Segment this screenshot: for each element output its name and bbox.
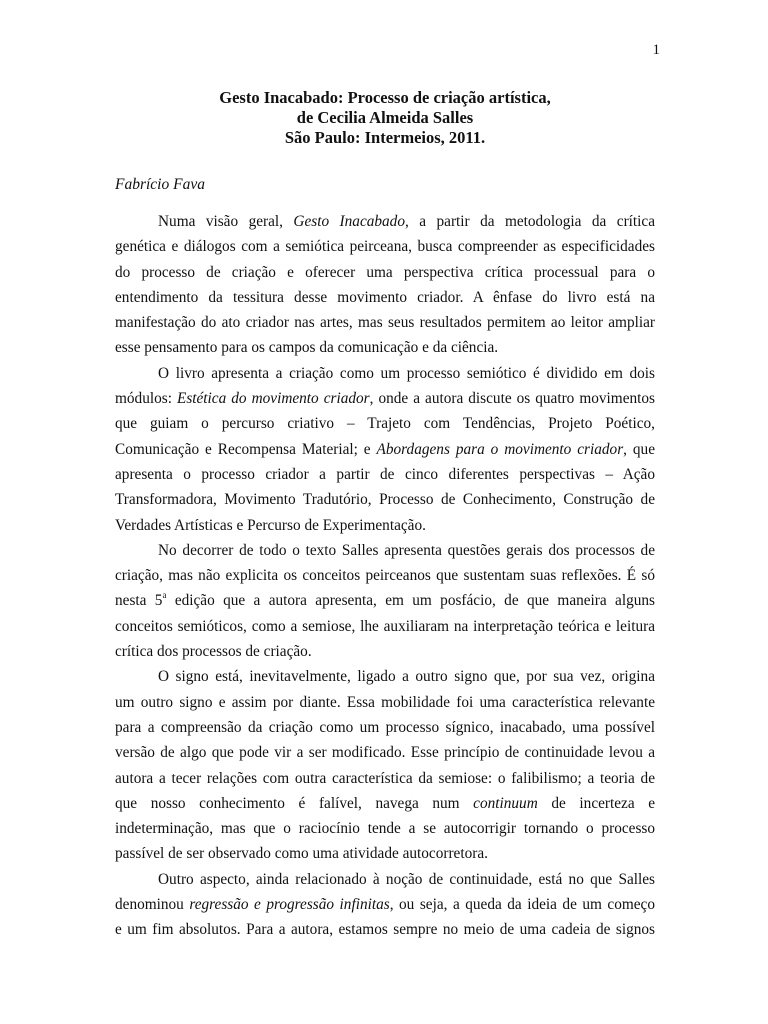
italic-text: Gesto Inacabado (293, 213, 405, 230)
paragraph (115, 664, 655, 866)
text-segment: genética e diálogos com a semiótica peirceana, busca compreender as especificidades (115, 238, 655, 256)
text-line (115, 588, 655, 613)
text-segment: Numa visão geral, (158, 213, 294, 230)
text-line (115, 487, 655, 512)
text-segment: Transformadora, Movimento Tradutório, Processo de Conhecimento, Construção de (115, 491, 655, 509)
text-line (115, 816, 655, 841)
text-line (115, 411, 655, 436)
text-segment: que nosso conhecimento é falível, navega num (115, 794, 474, 812)
text-line (115, 715, 655, 740)
paragraph (115, 867, 655, 943)
text-segment: , onde a autora discute os quatro movimentos (369, 390, 655, 408)
text-segment: O livro apresenta a criação como um processo semiótico é dividido em dois (158, 364, 655, 382)
text-segment: denominou (115, 896, 190, 914)
text-line (115, 335, 655, 360)
text-line (115, 917, 655, 942)
text-line (115, 892, 655, 917)
italic-text: regressão e progressão infinitas (189, 896, 390, 914)
text-segment: entendimento da tessitura desse movimento criador. A ênfase do livro está na (115, 288, 655, 306)
text-line (115, 234, 655, 259)
text-segment: de incerteza e (537, 794, 655, 812)
text-segment: manifestação do ato criador nas artes, mas seus resultados permitem ao leitor ampliar (115, 314, 655, 332)
paragraph (115, 209, 655, 361)
text-segment: , que (623, 440, 655, 458)
author-name: Fabrício Fava (115, 176, 205, 193)
title-line: de Cecilia Almeida Salles (296, 108, 474, 127)
text-segment: No decorrer de todo o texto Salles apresenta questões gerais dos processos de (158, 541, 655, 559)
text-line (115, 740, 655, 765)
text-line (115, 260, 655, 285)
text-line (115, 437, 655, 462)
text-line (115, 639, 655, 664)
body-text (115, 209, 655, 943)
text-line (115, 462, 655, 487)
italic-text: continuum (473, 794, 538, 812)
paragraph (115, 361, 655, 538)
text-segment: módulos: (115, 390, 177, 408)
text-segment: crítica dos processos de criação. (115, 643, 312, 661)
text-segment: conceitos semióticos, como a semiose, lhe auxiliaram na interpretação teórica e leitura (115, 617, 655, 635)
text-segment: e um fim absolutos. Para a autora, estamos sempre no meio de uma cadeia de signos (115, 921, 655, 939)
title-line: Gesto Inacabado: Processo de criação artística, (219, 88, 551, 107)
text-segment: apresenta o processo criador a partir de cinco diferentes perspectivas – Ação (115, 465, 655, 483)
text-line (115, 361, 655, 386)
text-segment: edição que a autora apresenta, em um posfácio, de que maneira alguns (166, 592, 655, 610)
text-segment: passível de ser observado como uma atividade autocorretora. (115, 845, 488, 863)
text-line (115, 867, 655, 892)
text-segment: Comunicação e Recompensa Material; e (115, 440, 377, 458)
text-segment: autora a tecer relações com outra característica da semiose: o falibilismo; a teoria de (115, 769, 655, 787)
text-segment: nesta 5 (115, 592, 163, 610)
text-line (115, 841, 655, 866)
text-segment: criação, mas não explicita os conceitos peirceanos que sustentam suas reflexões. É só (115, 567, 655, 585)
text-line (115, 386, 655, 411)
text-segment: que guiam o percurso criativo – Trajeto com Tendências, Projeto Poético, (115, 415, 655, 433)
paragraph (115, 538, 655, 664)
text-line (115, 563, 655, 588)
text-line (115, 664, 655, 689)
text-line (115, 310, 655, 335)
superscript: a (162, 590, 167, 601)
document-title (115, 88, 655, 148)
text-line (115, 690, 655, 715)
text-segment: O signo está, inevitavelmente, ligado a outro signo que, por sua vez, origina (158, 668, 655, 686)
text-segment: versão de algo que pode vir a ser modificado. Esse princípio de continuidade levou a (115, 744, 655, 762)
text-segment: , a partir da metodologia da crítica (404, 213, 655, 230)
text-segment: Verdades Artísticas e Percurso de Experimentação. (115, 516, 426, 534)
text-segment: indeterminação, mas que o raciocínio tende a se autocorrigir tornando o processo (115, 820, 655, 838)
text-line (115, 791, 655, 816)
page-number: 1 (652, 42, 660, 58)
text-line (115, 538, 655, 563)
text-segment: um outro signo e assim por diante. Essa mobilidade foi uma característica relevante (115, 693, 655, 711)
text-segment: Outro aspecto, ainda relacionado à noção de continuidade, está no que Salles (158, 870, 655, 888)
text-segment: , ou seja, a queda da ideia de um começo (389, 896, 655, 914)
text-line (115, 513, 655, 538)
text-line (115, 209, 655, 234)
text-line (115, 766, 655, 791)
text-segment: para a compreensão da criação como um processo sígnico, inacabado, uma possível (115, 718, 655, 736)
italic-text: Estética do movimento criador (176, 390, 370, 408)
text-line (115, 614, 655, 639)
text-segment: do processo de criação e oferecer uma perspectiva crítica processual para o (115, 263, 655, 281)
text-segment: esse pensamento para os campos da comunicação e da ciência. (115, 339, 499, 357)
italic-text: Abordagens para o movimento criador (376, 440, 624, 458)
title-line: São Paulo: Intermeios, 2011. (284, 128, 486, 147)
text-line (115, 285, 655, 310)
